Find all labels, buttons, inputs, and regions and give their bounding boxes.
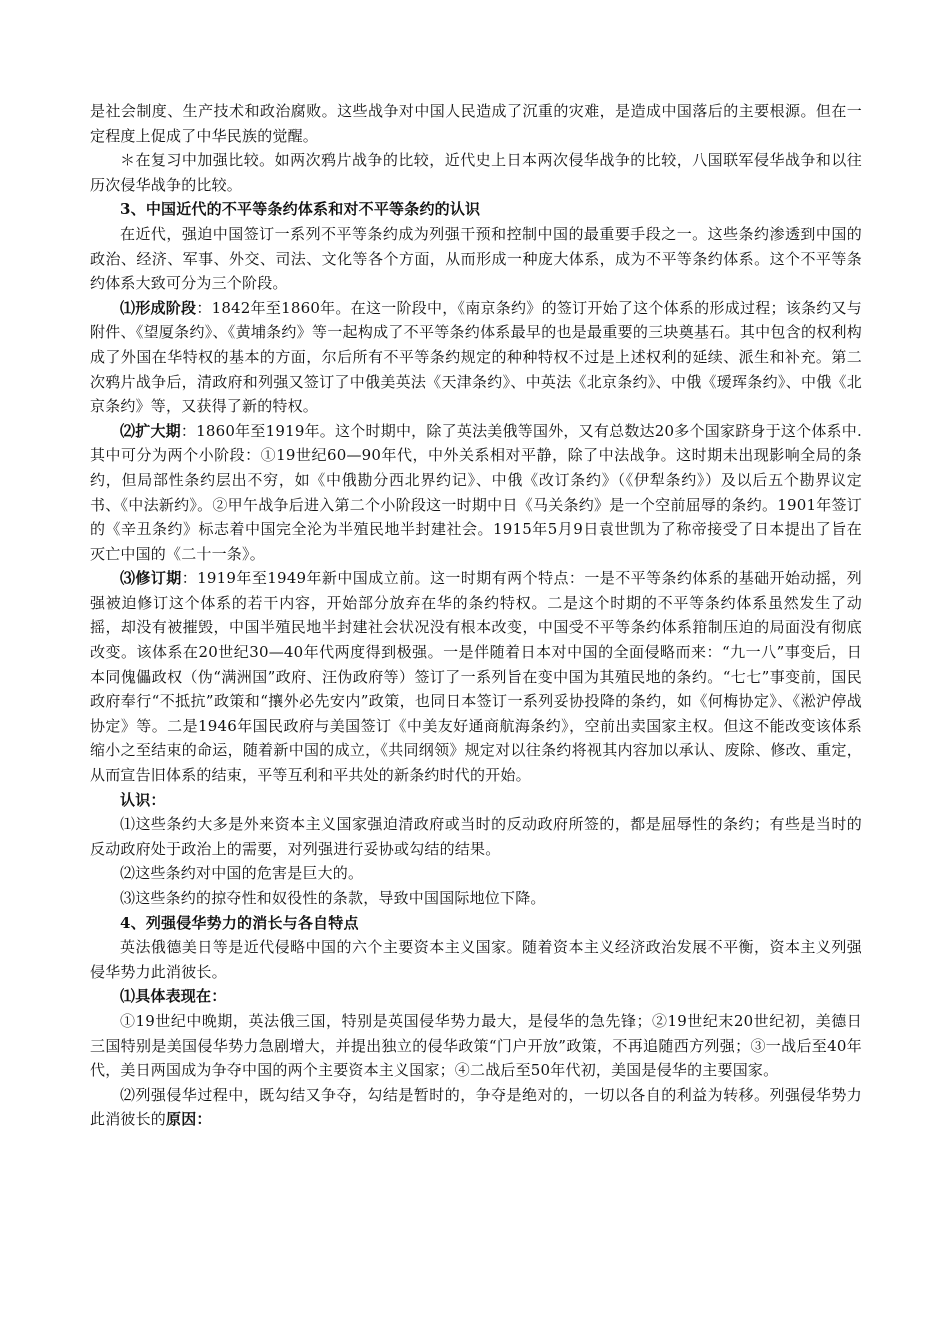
reason-colon: ：	[196, 1110, 212, 1129]
understanding-item-3: ⑶这些条约的掠夺性和奴役性的条款，导致中国国际地位下降。	[120, 889, 546, 907]
subheading-specific-manifestations: ⑴具体表现在：	[120, 987, 227, 1006]
stage-expansion-text: ：1860年至1919年。这个时期中，除了英法美俄等国外，又有总数达20多个国家跻身于这个体系中.其中可分为两个小阶段：①19世纪60—90年代，中外关系相对平静，除了中法战争。这时期未出现影响全局的条约，但局部性条约层出不穷，如《中俄勘分西北界约记》、中俄《改订条约》（《伊犁条约》）及以后五个勘界议定书、《中法新约》。②甲午战争后进入第二个小阶段这一时期中日《马关条约》是一个空前屈辱的条约。1901年签订的《辛丑条约》标志着中国完全沦为半殖民地半封建社会。1915年5月9日袁世凯为了称帝接受了日本提出了旨在灭亡中国的《二十一条》。	[90, 421, 862, 563]
stage-formation-text: ：1842年至1860年。在这一阶段中，《南京条约》的签订开始了这个体系的形成过程；该条约又与附件、《望厦条约》、《黄埔条约》等一起构成了不平等条约体系最早的也是最重要的三块奠基石。其中包含的权利构成了外国在华特权的基本的方面，尔后所有不平等条约规定的种种特权不过是上述权利的延续、派生和补充。第二次鸦片战争后，清政府和列强又签订了中俄美英法《天津条约》、中英法《北京条约》、中俄《瑷珲条约》、中俄《北京条约》等，又获得了新的特权。	[90, 298, 862, 416]
paragraph-stage-formation	[90, 296, 862, 419]
section-heading-4: 4、列强侵华势力的消长与各自特点	[120, 913, 359, 932]
paragraph-periods: ①19世纪中晚期，英法俄三国，特别是英国侵华势力最大，是侵华的急先锋；②19世纪末20世纪初，美德日三国特别是美国侵华势力急剧增大，并提出独立的侵华政策“门户开放”政策，不再追随西方列强；③一战后至40年代，美日两国成为争夺中国的两个主要资本主义国家；④二战后至50年代初，美国是侵华的主要国家。	[90, 1011, 862, 1080]
paragraph-war-consequences: 是社会制度、生产技术和政治腐败。这些战争对中国人民造成了沉重的灾难，是造成中国落后的主要根源。但在一定程度上促成了中华民族的觉醒。	[90, 102, 862, 145]
understanding-item-1: ⑴这些条约大多是外来资本主义国家强迫清政府或当时的反动政府所签的，都是屈辱性的条约；有些是当时的反动政府处于政治上的需要，对列强进行妥协或勾结的结果。	[90, 815, 862, 858]
section-heading-3: 3、中国近代的不平等条约体系和对不平等条约的认识	[120, 200, 481, 219]
paragraph-stage-revision	[90, 566, 862, 787]
reason-label: 原因	[166, 1110, 197, 1129]
paragraph-collusion-contention	[90, 1083, 862, 1132]
stage-formation-label: ⑴形成阶段	[120, 298, 197, 317]
document-page	[90, 99, 862, 1132]
paragraph-stage-expansion	[90, 419, 862, 567]
understanding-heading: 认识：	[120, 790, 166, 809]
paragraph-powers-intro: 英法俄德美日等是近代侵略中国的六个主要资本主义国家。随着资本主义经济政治发展不平衡，资本主义列强侵华势力此消彼长。	[90, 938, 862, 981]
paragraph-treaty-system-intro: 在近代，强迫中国签订一系列不平等条约成为列强干预和控制中国的最重要手段之一。这些条约渗透到中国的政治、经济、军事、外交、司法、文化等各个方面，从而形成一种庞大体系，成为不平等条约体系。这个不平等条约体系大致可分为三个阶段。	[90, 224, 862, 293]
understanding-item-2: ⑵这些条约对中国的危害是巨大的。	[120, 864, 364, 883]
stage-revision-label: ⑶修订期	[120, 569, 182, 588]
collusion-text: ⑵列强侵华过程中，既勾结又争夺，勾结是暂时的，争夺是绝对的，一切以各自的利益为转移。列强侵华势力此消彼长的	[90, 1085, 862, 1129]
stage-expansion-label: ⑵扩大期	[120, 421, 181, 440]
paragraph-review-comparison: ＊在复习中加强比较。如两次鸦片战争的比较，近代史上日本两次侵华战争的比较，八国联军侵华战争和以往历次侵华战争的比较。	[90, 151, 862, 194]
stage-revision-text: ：1919年至1949年新中国成立前。这一时期有两个特点：一是不平等条约体系的基础开始动摇，列强被迫修订这个体系的若干内容，开始部分放弃在华的条约特权。二是这个时期的不平等条约体系虽然发生了动摇，却没有被摧毁，中国半殖民地半封建社会状况没有根本改变，中国受不平等条约体系箝制压迫的局面没有彻底改变。该体系在20世纪30—40年代两度得到极强。一是伴随着日本对中国的全面侵略而来：“九一八”事变后，日本同傀儡政权（伪“满洲国”政府、汪伪政府等）签订了一系列旨在变中国为其殖民地的条约。“七七”事变前，国民政府奉行“不抵抗”政策和“攘外必先安内”政策，也同日本签订一系列妥协投降的条约，如《何梅协定》、《淞沪停战协定》等。二是1946年国民政府与美国签订《中美友好通商航海条约》，空前出卖国家主权。但这不能改变该体系缩小之至结束的命运，随着新中国的成立，《共同纲领》规定对以往条约将视其内容加以承认、废除、修改、重定，从而宣告旧体系的结束，平等互利和平共处的新条约时代的开始。	[90, 569, 862, 785]
